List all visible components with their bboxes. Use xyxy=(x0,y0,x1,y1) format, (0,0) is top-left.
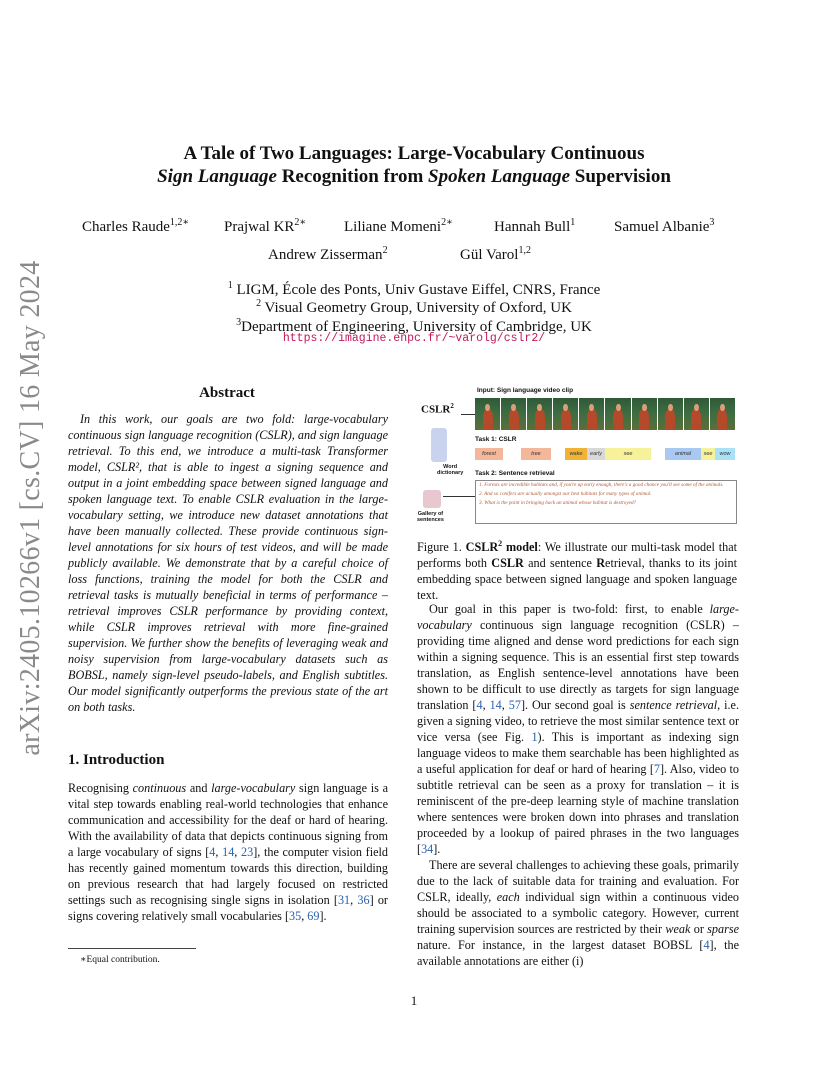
citation-link[interactable]: 4 xyxy=(476,698,483,712)
abstract-text: In this work, our goals are two fold: large-vocabulary continuous sign language recognition (CSLR), and sign language retrieval. To this end, we introduce a multi-task Transformer model, CSLR², that is able to ingest a signing sequence and output in a joint embedding space between signed language and spoken language text. To enable CSLR evaluation in the large-vocabulary setting, we introduce new dataset annotations that have been manually collected. These provide continuous sign-level annotations for six hours of test videos, and will be made publicly available. We demonstrate that by a careful choice of loss functions, training the model for both the CSLR and retrieval tasks is mutually beneficial in terms of performance – retrieval improves CSLR performance by providing context, while CSLR improves retrieval with more fine-grained supervision. We further show the benefits of leveraging weak and noisy supervision from large-vocabulary datasets such as BOBSL, namely sign-level pseudo-labels, and English subtitles. Our model significantly outperforms the previous state of the art on both tasks. xyxy=(68,412,388,714)
citation-link[interactable]: 57 xyxy=(508,698,521,712)
cslr-word: wow xyxy=(715,448,735,460)
video-frame xyxy=(475,398,500,430)
intro-paragraph: Recognising continuous and large-vocabulary sign language is a vital step towards enabling real-world technologies that enhance communication and accessibility for the deaf or hard of hearing. With the availability of data that depicts continuous signing from a large vocabulary of signs [4, 14, 23], the computer vision field has recently gained momentum towards this direction, building on previous research that had largely focused on restricted settings such as recognising single signs in isolation [31, 36] or signs covering relatively small vocabularies [35, 69]. xyxy=(68,781,389,923)
abstract-heading: Abstract xyxy=(199,385,255,401)
cslr-word xyxy=(651,448,665,460)
video-frame xyxy=(710,398,735,430)
arrow xyxy=(461,414,475,415)
video-frame xyxy=(658,398,683,430)
cslr-word: see xyxy=(605,448,651,460)
gallery-block xyxy=(423,490,441,508)
body-paragraph: There are several challenges to achieving these goals, primarily due to the lack of suitable data for training and evaluation. For CSLR, ideally, each individual sign within a continuous video should be associated to a symbolic category. However, current training supervision sources are restricted by their weak or sparse nature. For instance, in the largest dataset BOBSL [4], the available annotations are either (i) xyxy=(417,858,740,968)
task2-label: Task 2: Sentence retrieval xyxy=(475,470,555,477)
citation-link[interactable]: 69 xyxy=(307,909,320,923)
cslr-word xyxy=(551,448,565,460)
citation-link[interactable]: 14 xyxy=(222,845,235,859)
citation-link[interactable]: 4 xyxy=(209,845,216,859)
video-frame xyxy=(632,398,657,430)
citation-link[interactable]: 34 xyxy=(421,842,434,856)
video-frame xyxy=(527,398,552,430)
citation-link[interactable]: 7 xyxy=(653,762,660,776)
cslr-word: wake xyxy=(565,448,587,460)
word-dictionary-block xyxy=(431,428,447,462)
sentence-gallery xyxy=(475,480,737,524)
citation-link[interactable]: 1 xyxy=(531,730,538,744)
video-frames xyxy=(475,398,735,430)
arxiv-sidebar xyxy=(14,260,48,756)
video-frame xyxy=(605,398,630,430)
video-frame xyxy=(553,398,578,430)
author: Charles Raude$^{1,2∗}$ xyxy=(82,217,190,235)
word-dictionary-label: Word dictionary xyxy=(437,464,464,476)
cslr-word: see xyxy=(701,448,715,460)
sentence-item: 3. What is the point in bringing back an animal whose habitat is destroyed? xyxy=(479,500,637,506)
citation-link[interactable]: 31 xyxy=(337,893,351,907)
citation-link[interactable]: 23 xyxy=(241,845,254,859)
cslr-word: forest xyxy=(475,448,503,460)
author: Andrew Zisserman$^2$ xyxy=(268,245,388,263)
arrow xyxy=(443,496,475,497)
paper-title-line1: A Tale of Two Languages: Large-Vocabulary Continuous xyxy=(183,143,645,164)
citation-link[interactable]: 14 xyxy=(489,698,502,712)
affiliation: $^3$Department of Engineering, University of Cambridge, UK xyxy=(236,317,592,335)
cslr-word: tree xyxy=(521,448,551,460)
citation-link[interactable]: 35 xyxy=(289,909,302,923)
figure-input-label: Input: Sign language video clip xyxy=(477,387,574,394)
figure-caption: Figure 1. CSLR$^2$ model: We illustrate our multi-task model that performs both CSLR and sentence Retrieval, thanks to its joint embedding space between signed language and spoken language text. xyxy=(417,539,738,603)
gallery-label: Gallery of sentences xyxy=(417,511,444,523)
citation-link[interactable]: 36 xyxy=(357,893,370,907)
sentence-item: 1. Forests are incredible habitats and, if you're up early enough, there's a good chance you'll see some of the animals. xyxy=(479,482,724,488)
author: Liliane Momeni$^{2∗}$ xyxy=(344,217,453,235)
task1-label: Task 1: CSLR xyxy=(475,436,517,443)
author: Samuel Albanie$^3$ xyxy=(614,217,715,235)
figure-1 xyxy=(417,384,739,529)
cslr-word xyxy=(503,448,521,460)
citation-link[interactable]: 4 xyxy=(703,938,710,952)
sentence-item: 2. And so conifers are actually amongst our best habitats for many types of animal. xyxy=(479,491,652,497)
video-frame xyxy=(579,398,604,430)
footnote: ∗Equal contribution. xyxy=(80,955,160,965)
model-label: CSLR$^2$ xyxy=(421,402,454,416)
footnote-divider xyxy=(68,948,196,949)
cslr-word: early xyxy=(587,448,605,460)
video-frame xyxy=(684,398,709,430)
video-frame xyxy=(501,398,526,430)
page-number: 1 xyxy=(410,993,418,1008)
cslr-predictions xyxy=(475,448,735,460)
section-heading-introduction: 1. Introduction xyxy=(68,752,165,768)
author: Hannah Bull$^1$ xyxy=(494,217,576,235)
author: Prajwal $KR^{2∗}$ xyxy=(224,217,307,235)
paper-title-line2: Sign Language Recognition from Spoken Language Supervision xyxy=(157,166,671,187)
project-url-link[interactable]: https://imagine.enpc.fr/~varolg/cslr2/ xyxy=(282,332,546,345)
cslr-word: animal xyxy=(665,448,701,460)
arxiv-id: arXiv:2405.10266v1 [cs.CV] 16 May 2024 xyxy=(15,260,46,756)
author: Gül Varol$^{1,2}$ xyxy=(460,245,531,263)
affiliation: $^2$ Visual Geometry Group, University of Oxford, UK xyxy=(256,298,572,316)
affiliation: $^1$ LIGM, École des Ponts, Univ Gustave Eiffel, CNRS, France xyxy=(227,280,601,298)
body-paragraph: Our goal in this paper is two-fold: first, to enable large-vocabulary continuous sign language recognition (CSLR) – providing time aligned and dense word predictions for each sign within a signing sequence. This is an essential first step towards translation, as English sentence-level annotations have been shown to be difficult to use directly as targets for sign language translation [4, 14, 57]. Our second goal is sentence retrieval, i.e. given a signing video, to retrieve the most similar sentence text or vice versa (see Fig. 1). This is important as indexing sign language videos to make them searchable has been highlighted as a useful application for deaf or hard of hearing [7]. Also, video to subtitle retrieval can be seen as a proxy for translation – it is reminiscent of the pre-deep learning style of machine translation where sentences were broken down into phrases and translation proceeded by a lookup of paired phrases in the two languages [34]. xyxy=(417,602,740,856)
